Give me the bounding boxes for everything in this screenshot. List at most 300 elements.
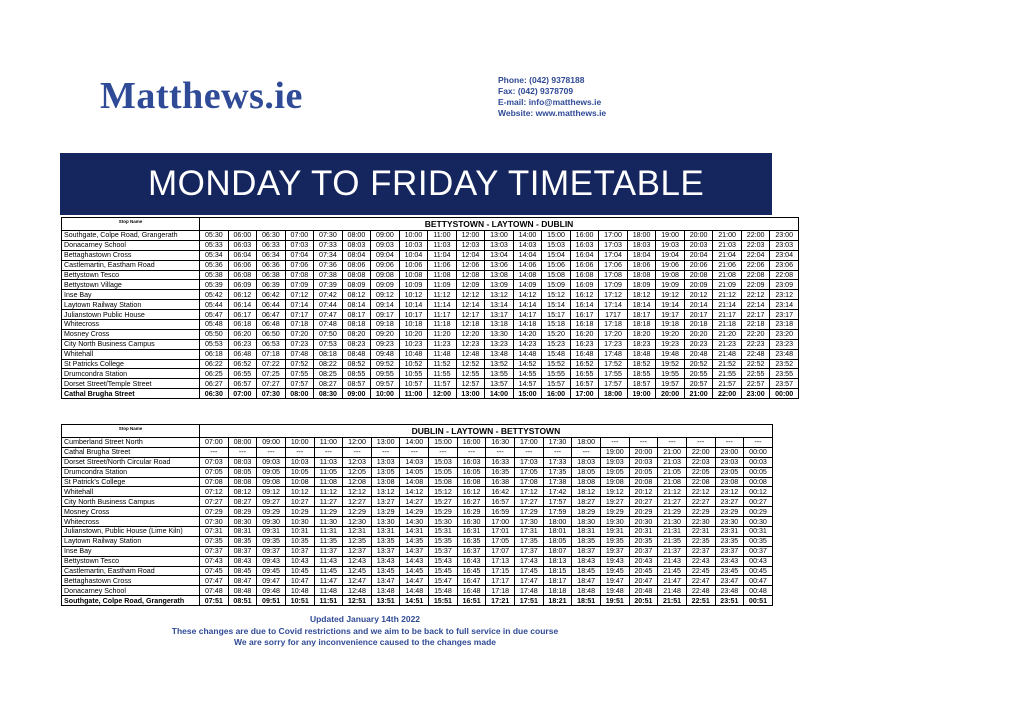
time-cell: 10:35 (285, 536, 314, 546)
time-cell: 17:48 (599, 349, 628, 359)
table-row (62, 517, 773, 527)
time-cell: 16:03 (457, 457, 486, 467)
time-cell: 20:14 (684, 300, 713, 310)
time-cell: 20:30 (629, 517, 658, 527)
time-cell: 15:03 (542, 240, 571, 250)
stop-name-cell: Julianstown Public House (62, 310, 200, 320)
time-cell: 12:03 (343, 457, 372, 467)
time-cell: 23:43 (715, 556, 744, 566)
time-cell: 12:06 (456, 260, 485, 270)
time-cell: 14:00 (513, 231, 542, 241)
stop-name-cell: Southgate, Colpe Road, Grangerath (62, 596, 200, 606)
time-cell: 08:48 (228, 586, 257, 596)
time-cell: 23:30 (715, 517, 744, 527)
stop-name-cell: St Patrick's College (62, 477, 200, 487)
table-row (62, 349, 799, 359)
time-cell: 14:48 (513, 349, 542, 359)
time-cell: 16:57 (486, 497, 515, 507)
time-cell: 18:09 (627, 280, 656, 290)
time-cell: 23:29 (715, 507, 744, 517)
time-cell: 13:23 (485, 339, 514, 349)
table-row (62, 280, 799, 290)
time-cell: 08:14 (342, 300, 371, 310)
time-cell: 11:57 (428, 379, 457, 389)
time-cell: 00:31 (744, 527, 773, 537)
time-cell: 17:23 (599, 339, 628, 349)
time-cell: 11:52 (428, 359, 457, 369)
time-cell: 21:17 (713, 310, 742, 320)
time-cell: 16:42 (486, 487, 515, 497)
time-cell: 11:23 (428, 339, 457, 349)
time-cell: 16:35 (457, 536, 486, 546)
time-cell: 16:12 (457, 487, 486, 497)
time-cell: 23:57 (770, 379, 799, 389)
time-cell: 10:09 (399, 280, 428, 290)
time-cell: 21:23 (713, 339, 742, 349)
time-cell: 15:00 (542, 231, 571, 241)
time-cell: 23:20 (770, 329, 799, 339)
time-cell: 12:37 (343, 546, 372, 556)
time-cell: 11:18 (428, 320, 457, 330)
time-cell: 18:04 (627, 250, 656, 260)
stop-name-cell: Inse Bay (62, 546, 200, 556)
time-cell: 13:51 (371, 596, 400, 606)
route-title: BETTYSTOWN - LAYTOWN - DUBLIN (200, 218, 799, 231)
stop-name-cell: Julianstown, Public House (Lime Kiln) (62, 527, 200, 537)
time-cell: 00:48 (744, 586, 773, 596)
website-address[interactable]: Website: www.matthews.ie (498, 108, 607, 118)
time-cell: --- (285, 447, 314, 457)
time-cell: 11:04 (428, 250, 457, 260)
time-cell: 16:30 (486, 438, 515, 448)
time-cell: 23:14 (770, 300, 799, 310)
time-cell: 07:42 (314, 290, 343, 300)
time-cell: 08:12 (342, 290, 371, 300)
time-cell: 06:48 (228, 349, 257, 359)
time-cell: 11:48 (314, 586, 343, 596)
time-cell: 11:17 (428, 310, 457, 320)
time-cell: 14:35 (400, 536, 429, 546)
time-cell: 18:29 (572, 507, 601, 517)
stop-name-cell: Southgate, Colpe Road, Grangerath (62, 231, 200, 241)
time-cell: 08:43 (228, 556, 257, 566)
time-cell: 07:37 (200, 546, 229, 556)
time-cell: 10:18 (399, 320, 428, 330)
time-cell: 15:08 (542, 270, 571, 280)
time-cell: 17:08 (599, 270, 628, 280)
time-cell: 22:20 (741, 329, 770, 339)
time-cell: 16:37 (457, 546, 486, 556)
time-cell: 15:55 (542, 369, 571, 379)
time-cell: 09:12 (257, 487, 286, 497)
time-cell: 22:57 (741, 379, 770, 389)
time-cell: --- (257, 447, 286, 457)
time-cell: 12:47 (343, 576, 372, 586)
time-cell: 09:14 (371, 300, 400, 310)
time-cell: --- (371, 447, 400, 457)
time-cell: 18:17 (627, 310, 656, 320)
time-cell: 18:03 (572, 457, 601, 467)
time-cell: 15:00 (513, 389, 542, 399)
time-cell: 13:52 (485, 359, 514, 369)
time-cell: 14:08 (513, 270, 542, 280)
time-cell: 05:39 (200, 280, 229, 290)
time-cell: 10:00 (399, 231, 428, 241)
time-cell: 16:09 (570, 280, 599, 290)
time-cell: 18:08 (627, 270, 656, 280)
time-cell: 21:00 (713, 231, 742, 241)
time-cell: 18:08 (572, 477, 601, 487)
time-cell: 12:27 (343, 497, 372, 507)
time-cell: 07:48 (285, 349, 314, 359)
table-row (62, 467, 773, 477)
time-cell: 17:12 (599, 290, 628, 300)
time-cell: 15:08 (429, 477, 458, 487)
time-cell: 11:27 (314, 497, 343, 507)
stop-name-header: Stop Name (62, 218, 200, 231)
stop-name-cell: Bettaghastown Cross (62, 576, 200, 586)
time-cell: 21:08 (658, 477, 687, 487)
time-cell: 18:52 (627, 359, 656, 369)
company-logo: Matthews.ie (100, 75, 303, 117)
time-cell: 11:00 (399, 389, 428, 399)
stop-name-cell: Cathal Brugha Street (62, 389, 200, 399)
time-cell: 12:00 (456, 231, 485, 241)
time-cell: 13:03 (485, 240, 514, 250)
time-cell: 11:03 (314, 457, 343, 467)
time-cell: 07:05 (200, 467, 229, 477)
time-cell: 20:17 (684, 310, 713, 320)
time-cell: 10:03 (285, 457, 314, 467)
time-cell: 11:12 (428, 290, 457, 300)
time-cell: 11:55 (428, 369, 457, 379)
table-row (62, 320, 799, 330)
time-cell: 08:27 (314, 379, 343, 389)
time-cell: --- (314, 447, 343, 457)
time-cell: 07:50 (314, 329, 343, 339)
time-cell: --- (486, 447, 515, 457)
time-cell: 17:04 (599, 250, 628, 260)
time-cell: 20:48 (684, 349, 713, 359)
time-cell: 12:00 (428, 389, 457, 399)
time-cell: 23:48 (715, 586, 744, 596)
time-cell: 16:31 (457, 527, 486, 537)
time-cell: 13:00 (371, 438, 400, 448)
time-cell: 18:23 (627, 339, 656, 349)
time-cell: 23:12 (770, 290, 799, 300)
time-cell: 07:04 (285, 250, 314, 260)
time-cell: 19:43 (600, 556, 629, 566)
time-cell: 10:03 (399, 240, 428, 250)
time-cell: 20:23 (684, 339, 713, 349)
time-cell: --- (400, 447, 429, 457)
time-cell: --- (543, 447, 572, 457)
time-cell: 06:22 (200, 359, 229, 369)
time-cell: 15:00 (429, 438, 458, 448)
time-cell: 15:45 (429, 566, 458, 576)
time-cell: 11:03 (428, 240, 457, 250)
time-cell: 07:22 (257, 359, 286, 369)
time-cell: 00:08 (744, 477, 773, 487)
time-cell: 14:30 (400, 517, 429, 527)
time-cell: 14:55 (513, 369, 542, 379)
time-cell: 09:47 (257, 576, 286, 586)
time-cell: 07:38 (314, 270, 343, 280)
time-cell: 15:05 (429, 467, 458, 477)
time-cell: 07:06 (285, 260, 314, 270)
time-cell: 09:57 (371, 379, 400, 389)
time-cell: 19:20 (656, 329, 685, 339)
time-cell: 16:35 (486, 467, 515, 477)
time-cell: 13:37 (371, 546, 400, 556)
time-cell: 00:37 (744, 546, 773, 556)
time-cell: 22:00 (686, 447, 715, 457)
time-cell: 06:34 (257, 250, 286, 260)
time-cell: 21:12 (658, 487, 687, 497)
time-cell: 07:34 (314, 250, 343, 260)
time-cell: 12:17 (456, 310, 485, 320)
time-cell: 15:23 (542, 339, 571, 349)
time-cell: 10:30 (285, 517, 314, 527)
time-cell: 11:12 (314, 487, 343, 497)
table-row (62, 300, 799, 310)
time-cell: 11:29 (314, 507, 343, 517)
table-row (62, 329, 799, 339)
time-cell: 23:08 (715, 477, 744, 487)
time-cell: 17:47 (515, 576, 544, 586)
time-cell: --- (515, 447, 544, 457)
time-cell: 20:55 (684, 369, 713, 379)
stop-name-cell: Dorset Street/North Circular Road (62, 457, 200, 467)
time-cell: 09:31 (257, 527, 286, 537)
time-cell: 16:03 (570, 240, 599, 250)
time-cell: 16:14 (570, 300, 599, 310)
time-cell: 15:20 (542, 329, 571, 339)
time-cell: 17:06 (599, 260, 628, 270)
time-cell: 16:48 (570, 349, 599, 359)
time-cell: 20:37 (629, 546, 658, 556)
time-cell: 17:48 (515, 586, 544, 596)
time-cell: 22:52 (741, 359, 770, 369)
time-cell: 07:53 (314, 339, 343, 349)
time-cell: 10:14 (399, 300, 428, 310)
time-cell: 23:06 (770, 260, 799, 270)
stop-name-cell: City North Business Campus (62, 497, 200, 507)
time-cell: 06:52 (228, 359, 257, 369)
stop-name-cell: Laytown Railway Station (62, 300, 200, 310)
time-cell: 08:00 (342, 231, 371, 241)
time-cell: 07:20 (285, 329, 314, 339)
time-cell: 07:35 (200, 536, 229, 546)
time-cell: 15:48 (542, 349, 571, 359)
time-cell: 08:08 (342, 270, 371, 280)
time-cell: 15:37 (429, 546, 458, 556)
time-cell: 23:52 (770, 359, 799, 369)
time-cell: 07:33 (314, 240, 343, 250)
time-cell: 21:20 (713, 329, 742, 339)
time-cell: 17:00 (515, 438, 544, 448)
time-cell: 20:47 (629, 576, 658, 586)
time-cell: 22:29 (686, 507, 715, 517)
time-cell: 23:00 (741, 389, 770, 399)
time-cell: 18:20 (627, 329, 656, 339)
time-cell: 16:04 (570, 250, 599, 260)
time-cell: --- (715, 438, 744, 448)
time-cell: --- (343, 447, 372, 457)
time-cell: 19:03 (656, 240, 685, 250)
time-cell: 19:48 (656, 349, 685, 359)
time-cell: 10:05 (285, 467, 314, 477)
time-cell: 20:00 (656, 389, 685, 399)
time-cell: 10:48 (399, 349, 428, 359)
time-cell: 16:00 (542, 389, 571, 399)
time-cell: 11:14 (428, 300, 457, 310)
time-cell: 16:18 (570, 320, 599, 330)
time-cell: 23:23 (770, 339, 799, 349)
time-cell: 06:33 (257, 240, 286, 250)
time-cell: 10:47 (285, 576, 314, 586)
stop-name-cell: Laytown Railway Station (62, 536, 200, 546)
time-cell: 19:05 (600, 467, 629, 477)
time-cell: 11:05 (314, 467, 343, 477)
time-cell: 10:52 (399, 359, 428, 369)
time-cell: 16:33 (486, 457, 515, 467)
time-cell: 18:45 (572, 566, 601, 576)
time-cell: 12:30 (343, 517, 372, 527)
time-cell: 08:52 (342, 359, 371, 369)
time-cell: 17:00 (486, 517, 515, 527)
time-cell: 00:00 (770, 389, 799, 399)
table-row (62, 260, 799, 270)
covid-note: These changes are due to Covid restrictions and we aim to be back to full service in due course (171, 625, 559, 636)
time-cell: 21:37 (658, 546, 687, 556)
time-cell: 00:51 (744, 596, 773, 606)
time-cell: 23:03 (770, 240, 799, 250)
time-cell: 21:52 (713, 359, 742, 369)
time-cell: 10:00 (371, 389, 400, 399)
stop-name-cell: Drumcondra Station (62, 467, 200, 477)
time-cell: 12:08 (343, 477, 372, 487)
time-cell: 09:03 (371, 240, 400, 250)
time-cell: 12:12 (456, 290, 485, 300)
time-cell: 22:09 (741, 280, 770, 290)
time-cell: 08:57 (342, 379, 371, 389)
time-cell: 21:31 (658, 527, 687, 537)
time-cell: 11:45 (314, 566, 343, 576)
time-cell: 13:00 (456, 389, 485, 399)
time-cell: 21:48 (713, 349, 742, 359)
time-cell: 22:35 (686, 536, 715, 546)
time-cell: 11:43 (314, 556, 343, 566)
time-cell: 23:48 (770, 349, 799, 359)
time-cell: 18:18 (627, 320, 656, 330)
time-cell: 20:27 (629, 497, 658, 507)
time-cell: 06:00 (228, 231, 257, 241)
time-cell: 16:27 (457, 497, 486, 507)
time-cell: 19:00 (627, 389, 656, 399)
time-cell: 09:20 (371, 329, 400, 339)
time-cell: 09:12 (371, 290, 400, 300)
time-cell: 13:27 (371, 497, 400, 507)
time-cell: 13:43 (371, 556, 400, 566)
time-cell: 21:55 (713, 369, 742, 379)
time-cell: 05:44 (200, 300, 229, 310)
time-cell: 06:48 (257, 320, 286, 330)
time-cell: 08:03 (342, 240, 371, 250)
time-cell: 00:35 (744, 536, 773, 546)
stop-name-cell: Inse Bay (62, 290, 200, 300)
time-cell: 13:12 (485, 290, 514, 300)
time-cell: 16:08 (457, 477, 486, 487)
table-row (62, 389, 799, 399)
time-cell: 16:12 (570, 290, 599, 300)
time-cell: 06:23 (228, 339, 257, 349)
time-cell: 15:12 (542, 290, 571, 300)
time-cell: 18:01 (543, 527, 572, 537)
table-row (62, 250, 799, 260)
time-cell: 20:20 (684, 329, 713, 339)
time-cell: 17:43 (515, 556, 544, 566)
time-cell: 17:17 (486, 576, 515, 586)
time-cell: 19:51 (600, 596, 629, 606)
time-cell: 11:48 (428, 349, 457, 359)
time-cell: 08:51 (228, 596, 257, 606)
time-cell: 20:48 (629, 586, 658, 596)
time-cell: 07:03 (200, 457, 229, 467)
time-cell: 00:05 (744, 467, 773, 477)
time-cell: 11:47 (314, 576, 343, 586)
time-cell: 10:20 (399, 329, 428, 339)
time-cell: 07:23 (285, 339, 314, 349)
time-cell: 08:27 (228, 497, 257, 507)
time-cell: 20:05 (629, 467, 658, 477)
time-cell: 13:06 (485, 260, 514, 270)
time-cell: 18:13 (543, 556, 572, 566)
time-cell: 17:38 (543, 477, 572, 487)
time-cell: 14:29 (400, 507, 429, 517)
time-cell: 22:48 (741, 349, 770, 359)
time-cell: --- (429, 447, 458, 457)
time-cell: 16:57 (570, 379, 599, 389)
time-cell: 10:08 (399, 270, 428, 280)
time-cell: 09:00 (371, 231, 400, 241)
time-cell: 19:37 (600, 546, 629, 556)
time-cell: 11:08 (428, 270, 457, 280)
time-cell: 08:17 (342, 310, 371, 320)
time-cell: 11:20 (428, 329, 457, 339)
time-cell: 17:18 (486, 586, 515, 596)
time-cell: 12:35 (343, 536, 372, 546)
time-cell: --- (629, 438, 658, 448)
time-cell: 21:35 (658, 536, 687, 546)
time-cell: 21:29 (658, 507, 687, 517)
time-cell: 06:30 (200, 389, 229, 399)
time-cell: 20:03 (629, 457, 658, 467)
email-address[interactable]: E-mail: info@matthews.ie (498, 97, 602, 107)
time-cell: 07:08 (200, 477, 229, 487)
time-cell: 06:08 (228, 270, 257, 280)
time-cell: 15:27 (429, 497, 458, 507)
time-cell: 18:05 (572, 467, 601, 477)
time-cell: 17:15 (486, 566, 515, 576)
time-cell: 12:57 (456, 379, 485, 389)
time-cell: 12:03 (456, 240, 485, 250)
time-cell: 17:29 (515, 507, 544, 517)
time-cell: 21:57 (713, 379, 742, 389)
time-cell: 19:57 (656, 379, 685, 389)
time-cell: 18:12 (572, 487, 601, 497)
time-cell: 13:48 (371, 586, 400, 596)
